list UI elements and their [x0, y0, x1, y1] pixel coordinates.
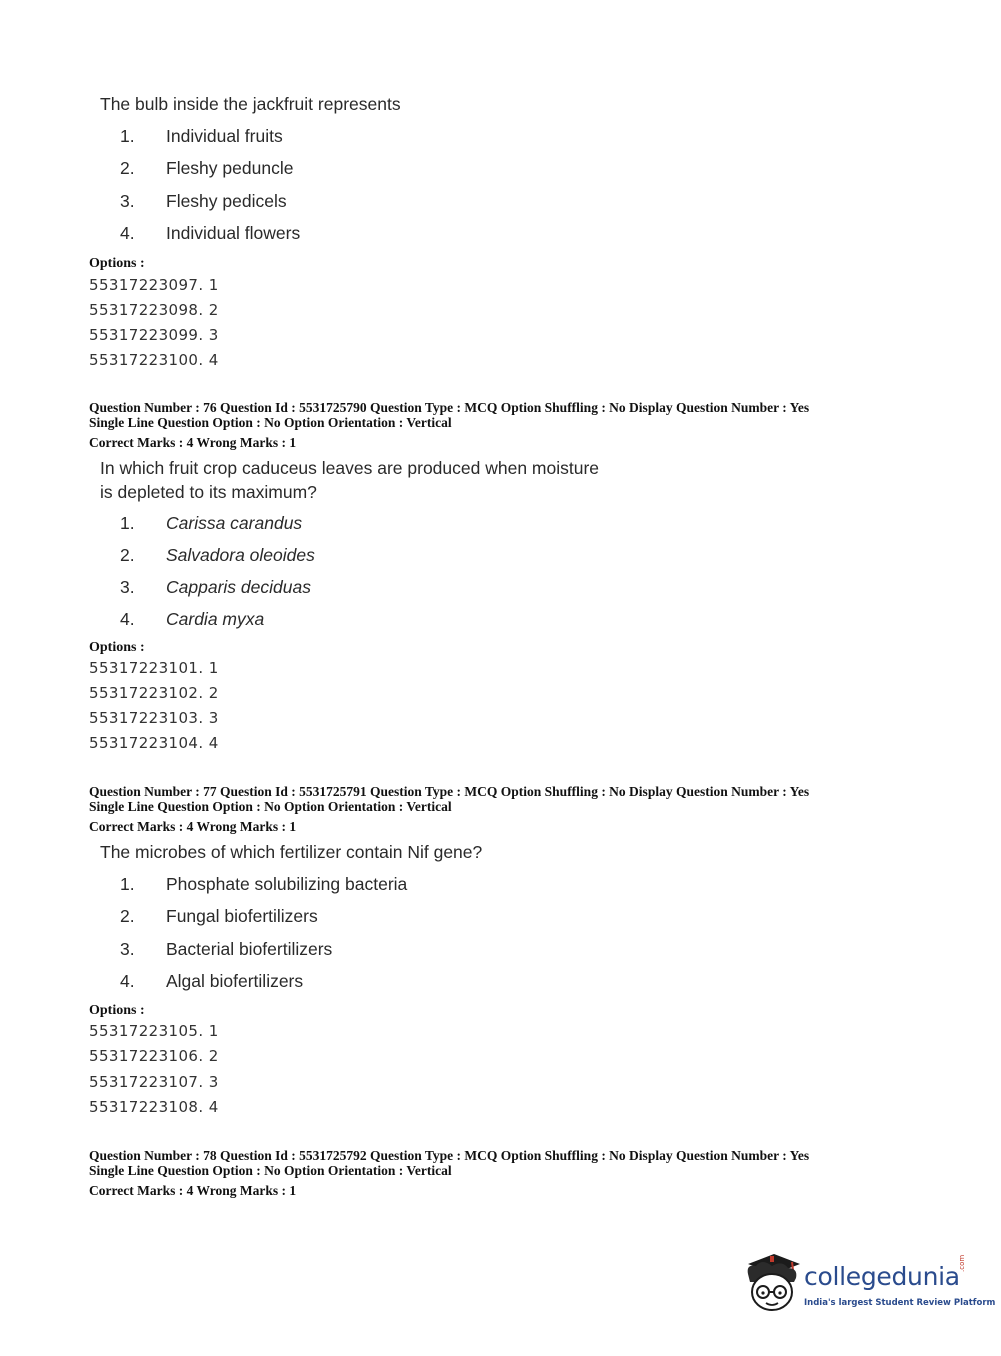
question-75-choice-1: [120, 124, 283, 148]
choice-text: Phosphate solubilizing bacteria: [166, 874, 408, 894]
question-76-options-label: Options :: [89, 640, 145, 655]
choice-text: Fungal biofertilizers: [166, 906, 318, 926]
choice-text: Salvadora oleoides: [166, 545, 315, 565]
question-75-option-4: 55317223100. 4: [89, 351, 219, 369]
question-77-choice-3: [120, 937, 332, 961]
choice-number: 4.: [120, 223, 135, 243]
question-77-option-3: 55317223107. 3: [89, 1073, 219, 1091]
choice-text: Bacterial biofertilizers: [166, 939, 333, 959]
question-75-options-label: Options :: [89, 256, 145, 271]
question-76-meta-line-2: Single Line Question Option : No Option Orientation : Vertical: [89, 415, 452, 430]
question-77-choice-2: [120, 904, 318, 928]
question-77-options-label: Options :: [89, 1003, 145, 1018]
question-75-text: The bulb inside the jackfruit represents: [100, 94, 401, 114]
question-76-option-1: 55317223101. 1: [89, 659, 219, 677]
choice-number: 3.: [120, 577, 135, 597]
question-75-choice-3: [120, 189, 287, 213]
question-75-option-2: 55317223098. 2: [89, 301, 219, 319]
choice-text: Algal biofertilizers: [166, 971, 304, 991]
question-77-marks: Correct Marks : 4 Wrong Marks : 1: [89, 819, 297, 834]
choice-text: Carissa carandus: [166, 513, 303, 533]
choice-number: 4.: [120, 971, 135, 991]
question-76-choice-4: [120, 607, 264, 631]
question-76-choice-2: [120, 543, 315, 567]
choice-text: Fleshy pedicels: [166, 191, 287, 211]
choice-number: 1.: [120, 513, 135, 533]
question-78-meta-line-2: Single Line Question Option : No Option Orientation : Vertical: [89, 1163, 452, 1178]
question-76-option-2: 55317223102. 2: [89, 684, 219, 702]
question-76-option-4: 55317223104. 4: [89, 734, 219, 752]
mascot-icon: [742, 1250, 802, 1316]
question-75-choice-2: [120, 156, 293, 180]
collegedunia-logo: [742, 1250, 996, 1316]
choice-number: 3.: [120, 939, 135, 959]
question-77-option-4: 55317223108. 4: [89, 1098, 219, 1116]
choice-text: Capparis deciduas: [166, 577, 311, 597]
choice-number: 4.: [120, 609, 135, 629]
choice-text: Fleshy peduncle: [166, 158, 294, 178]
question-76-choice-1: [120, 511, 302, 535]
choice-text: Individual fruits: [166, 126, 283, 146]
choice-number: 2.: [120, 158, 135, 178]
question-76-choice-3: [120, 575, 311, 599]
question-77-meta-line-1: Question Number : 77 Question Id : 5531725791 Question Type : MCQ Option Shuffling : No Display Question Number : Yes: [89, 784, 810, 799]
question-76-text-line-1: In which fruit crop caduceus leaves are produced when moisture: [100, 458, 600, 478]
question-78-meta-line-1: Question Number : 78 Question Id : 5531725792 Question Type : MCQ Option Shuffling : No Display Question Number : Yes: [89, 1148, 810, 1163]
choice-text: Cardia myxa: [166, 609, 265, 629]
choice-number: 1.: [120, 126, 135, 146]
choice-text: Individual flowers: [166, 223, 301, 243]
choice-number: 2.: [120, 906, 135, 926]
question-76-marks: Correct Marks : 4 Wrong Marks : 1: [89, 435, 297, 450]
question-75-choice-4: [120, 221, 300, 245]
question-77-meta-line-2: Single Line Question Option : No Option Orientation : Vertical: [89, 799, 452, 814]
question-76-meta-line-1: Question Number : 76 Question Id : 5531725790 Question Type : MCQ Option Shuffling : No Display Question Number : Yes: [89, 400, 810, 415]
question-77-choice-4: [120, 969, 303, 993]
logo-com: .com: [958, 1254, 966, 1272]
question-77-choice-1: [120, 872, 407, 896]
choice-number: 3.: [120, 191, 135, 211]
question-76-option-3: 55317223103. 3: [89, 709, 219, 727]
question-77-text: The microbes of which fertilizer contain Nif gene?: [100, 842, 483, 862]
choice-number: 2.: [120, 545, 135, 565]
logo-wordmark: collegedunia: [804, 1262, 960, 1291]
logo-tagline: India's largest Student Review Platform: [804, 1298, 996, 1308]
question-77-option-1: 55317223105. 1: [89, 1022, 219, 1040]
question-75-option-1: 55317223097. 1: [89, 276, 219, 294]
choice-number: 1.: [120, 874, 135, 894]
question-78-marks: Correct Marks : 4 Wrong Marks : 1: [89, 1183, 297, 1198]
question-77-option-2: 55317223106. 2: [89, 1047, 219, 1065]
question-75-option-3: 55317223099. 3: [89, 326, 219, 344]
question-76-text-line-2: is depleted to its maximum?: [100, 482, 317, 502]
